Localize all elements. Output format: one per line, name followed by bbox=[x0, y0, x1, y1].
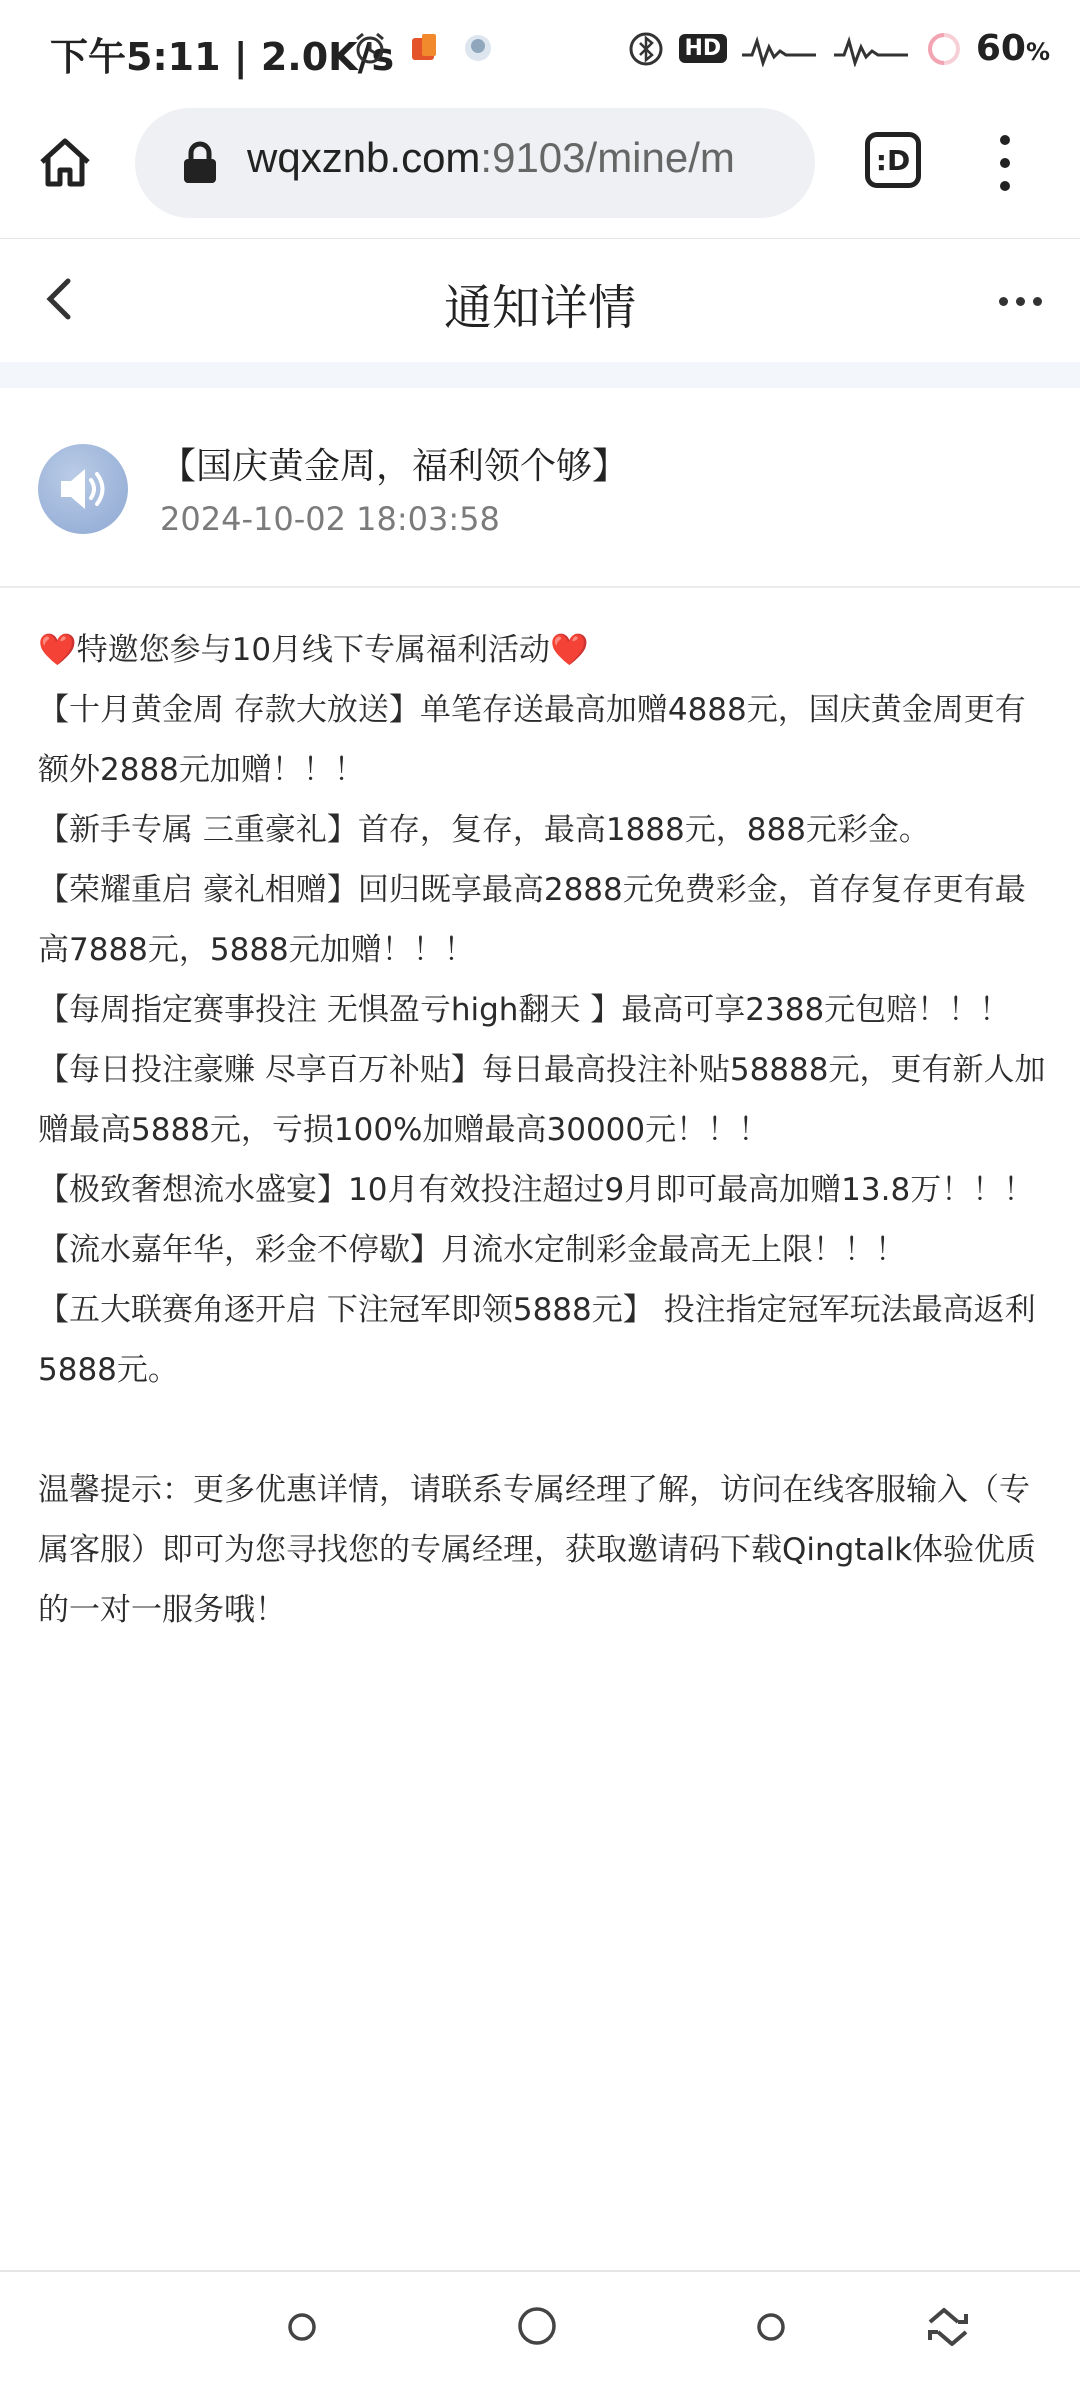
menu-dot-icon bbox=[1000, 181, 1010, 191]
url-host: wqxznb.com bbox=[247, 134, 481, 181]
page-title: 通知详情 bbox=[443, 280, 636, 336]
notice-paragraph: 【新手专属 三重豪礼】首存，复存，最高1888元，888元彩金。 bbox=[38, 812, 930, 848]
url-path: :9103/mine/m bbox=[480, 134, 735, 181]
home-button[interactable] bbox=[30, 128, 100, 198]
more-dot-icon bbox=[1016, 297, 1025, 306]
signal-4g-2-icon bbox=[832, 29, 912, 69]
tab-switcher-button[interactable] bbox=[865, 132, 921, 188]
lock-icon bbox=[180, 141, 220, 185]
more-options-button[interactable] bbox=[990, 271, 1050, 331]
notice-paragraph: 【五大联赛角逐开启 下注冠军即领5888元】 投注指定冠军玩法最高返利5888元。 bbox=[38, 1292, 1036, 1388]
status-icons-right bbox=[626, 28, 1050, 69]
notice-header bbox=[0, 388, 1080, 588]
small-circle-icon bbox=[754, 2310, 788, 2344]
bluetooth-icon bbox=[626, 29, 666, 69]
menu-dot-icon bbox=[1000, 158, 1010, 168]
speaker-icon bbox=[38, 444, 128, 534]
notice-tip: 温馨提示：更多优惠详情，请联系专属经理了解，访问在线客服输入（专属客服）即可为您寻找您的专属经理，获取邀请码下载Qingtalk体验优质的一对一服务哦！ bbox=[38, 1472, 1037, 1628]
notice-paragraph: 【流水嘉年华，彩金不停歇】月流水定制彩金最高无上限！！！ bbox=[38, 1232, 906, 1268]
small-circle-icon bbox=[285, 2310, 319, 2344]
nav-back-button[interactable] bbox=[285, 2310, 319, 2344]
home-icon bbox=[36, 134, 94, 192]
notice-timestamp: 2024-10-02 18:03:58 bbox=[160, 500, 500, 538]
app-notification-icon bbox=[458, 28, 498, 68]
hd-badge-icon bbox=[678, 29, 728, 69]
more-dot-icon bbox=[1033, 297, 1042, 306]
notice-paragraph: 【每周指定赛事投注 无惧盈亏high翻天 】最高可享2388元包赔！！！ bbox=[38, 992, 1011, 1028]
browser-toolbar bbox=[0, 100, 1080, 238]
header-divider bbox=[0, 362, 1080, 388]
notice-body bbox=[38, 620, 1048, 1640]
battery-ring-icon bbox=[924, 29, 964, 69]
rotate-screen-button[interactable] bbox=[922, 2302, 974, 2352]
nav-home-button[interactable] bbox=[515, 2304, 559, 2348]
status-icons-left bbox=[350, 28, 498, 68]
rotate-icon bbox=[922, 2302, 974, 2352]
menu-dot-icon bbox=[1000, 135, 1010, 145]
notice-paragraph: 【每日投注豪赚 尽享百万补贴】每日最高投注补贴58888元，更有新人加赠最高5888元，亏损100%加赠最高30000元！！！ bbox=[38, 1052, 1046, 1148]
notice-paragraph: 【极致奢想流水盛宴】10月有效投注超过9月即可最高加赠13.8万！！！ bbox=[38, 1172, 1035, 1208]
tab-switcher-label: :D bbox=[875, 143, 911, 177]
status-bar bbox=[0, 0, 1080, 100]
nav-recents-button[interactable] bbox=[754, 2310, 788, 2344]
alarm-icon bbox=[350, 28, 390, 68]
hd-badge: HD bbox=[679, 34, 728, 63]
url-text bbox=[247, 134, 787, 194]
browser-menu-button[interactable] bbox=[980, 128, 1030, 198]
system-nav-bar bbox=[0, 2270, 1080, 2400]
notice-paragraph: 【十月黄金周 存款大放送】单笔存送最高加赠4888元，国庆黄金周更有额外2888元加赠！！！ bbox=[38, 692, 1026, 788]
office-app-icon bbox=[404, 28, 444, 68]
more-dot-icon bbox=[999, 297, 1008, 306]
app-header bbox=[0, 238, 1080, 362]
notice-paragraph: 【荣耀重启 豪礼相赠】回归既享最高2888元免费彩金，首存复存更有最高7888元，5888元加赠！！！ bbox=[38, 872, 1026, 968]
notice-paragraph: ❤️特邀您参与10月线下专属福利活动❤️ bbox=[38, 632, 589, 668]
address-bar[interactable] bbox=[135, 108, 815, 218]
battery-level: 60% bbox=[975, 28, 1050, 69]
notice-title: 【国庆黄金周，福利领个够】 bbox=[160, 446, 629, 487]
status-time: 下午5:11 | 2.0K/s bbox=[50, 35, 395, 79]
paragraph-spacer bbox=[38, 1400, 1048, 1460]
signal-4g-icon bbox=[740, 29, 820, 69]
home-circle-icon bbox=[515, 2304, 559, 2348]
